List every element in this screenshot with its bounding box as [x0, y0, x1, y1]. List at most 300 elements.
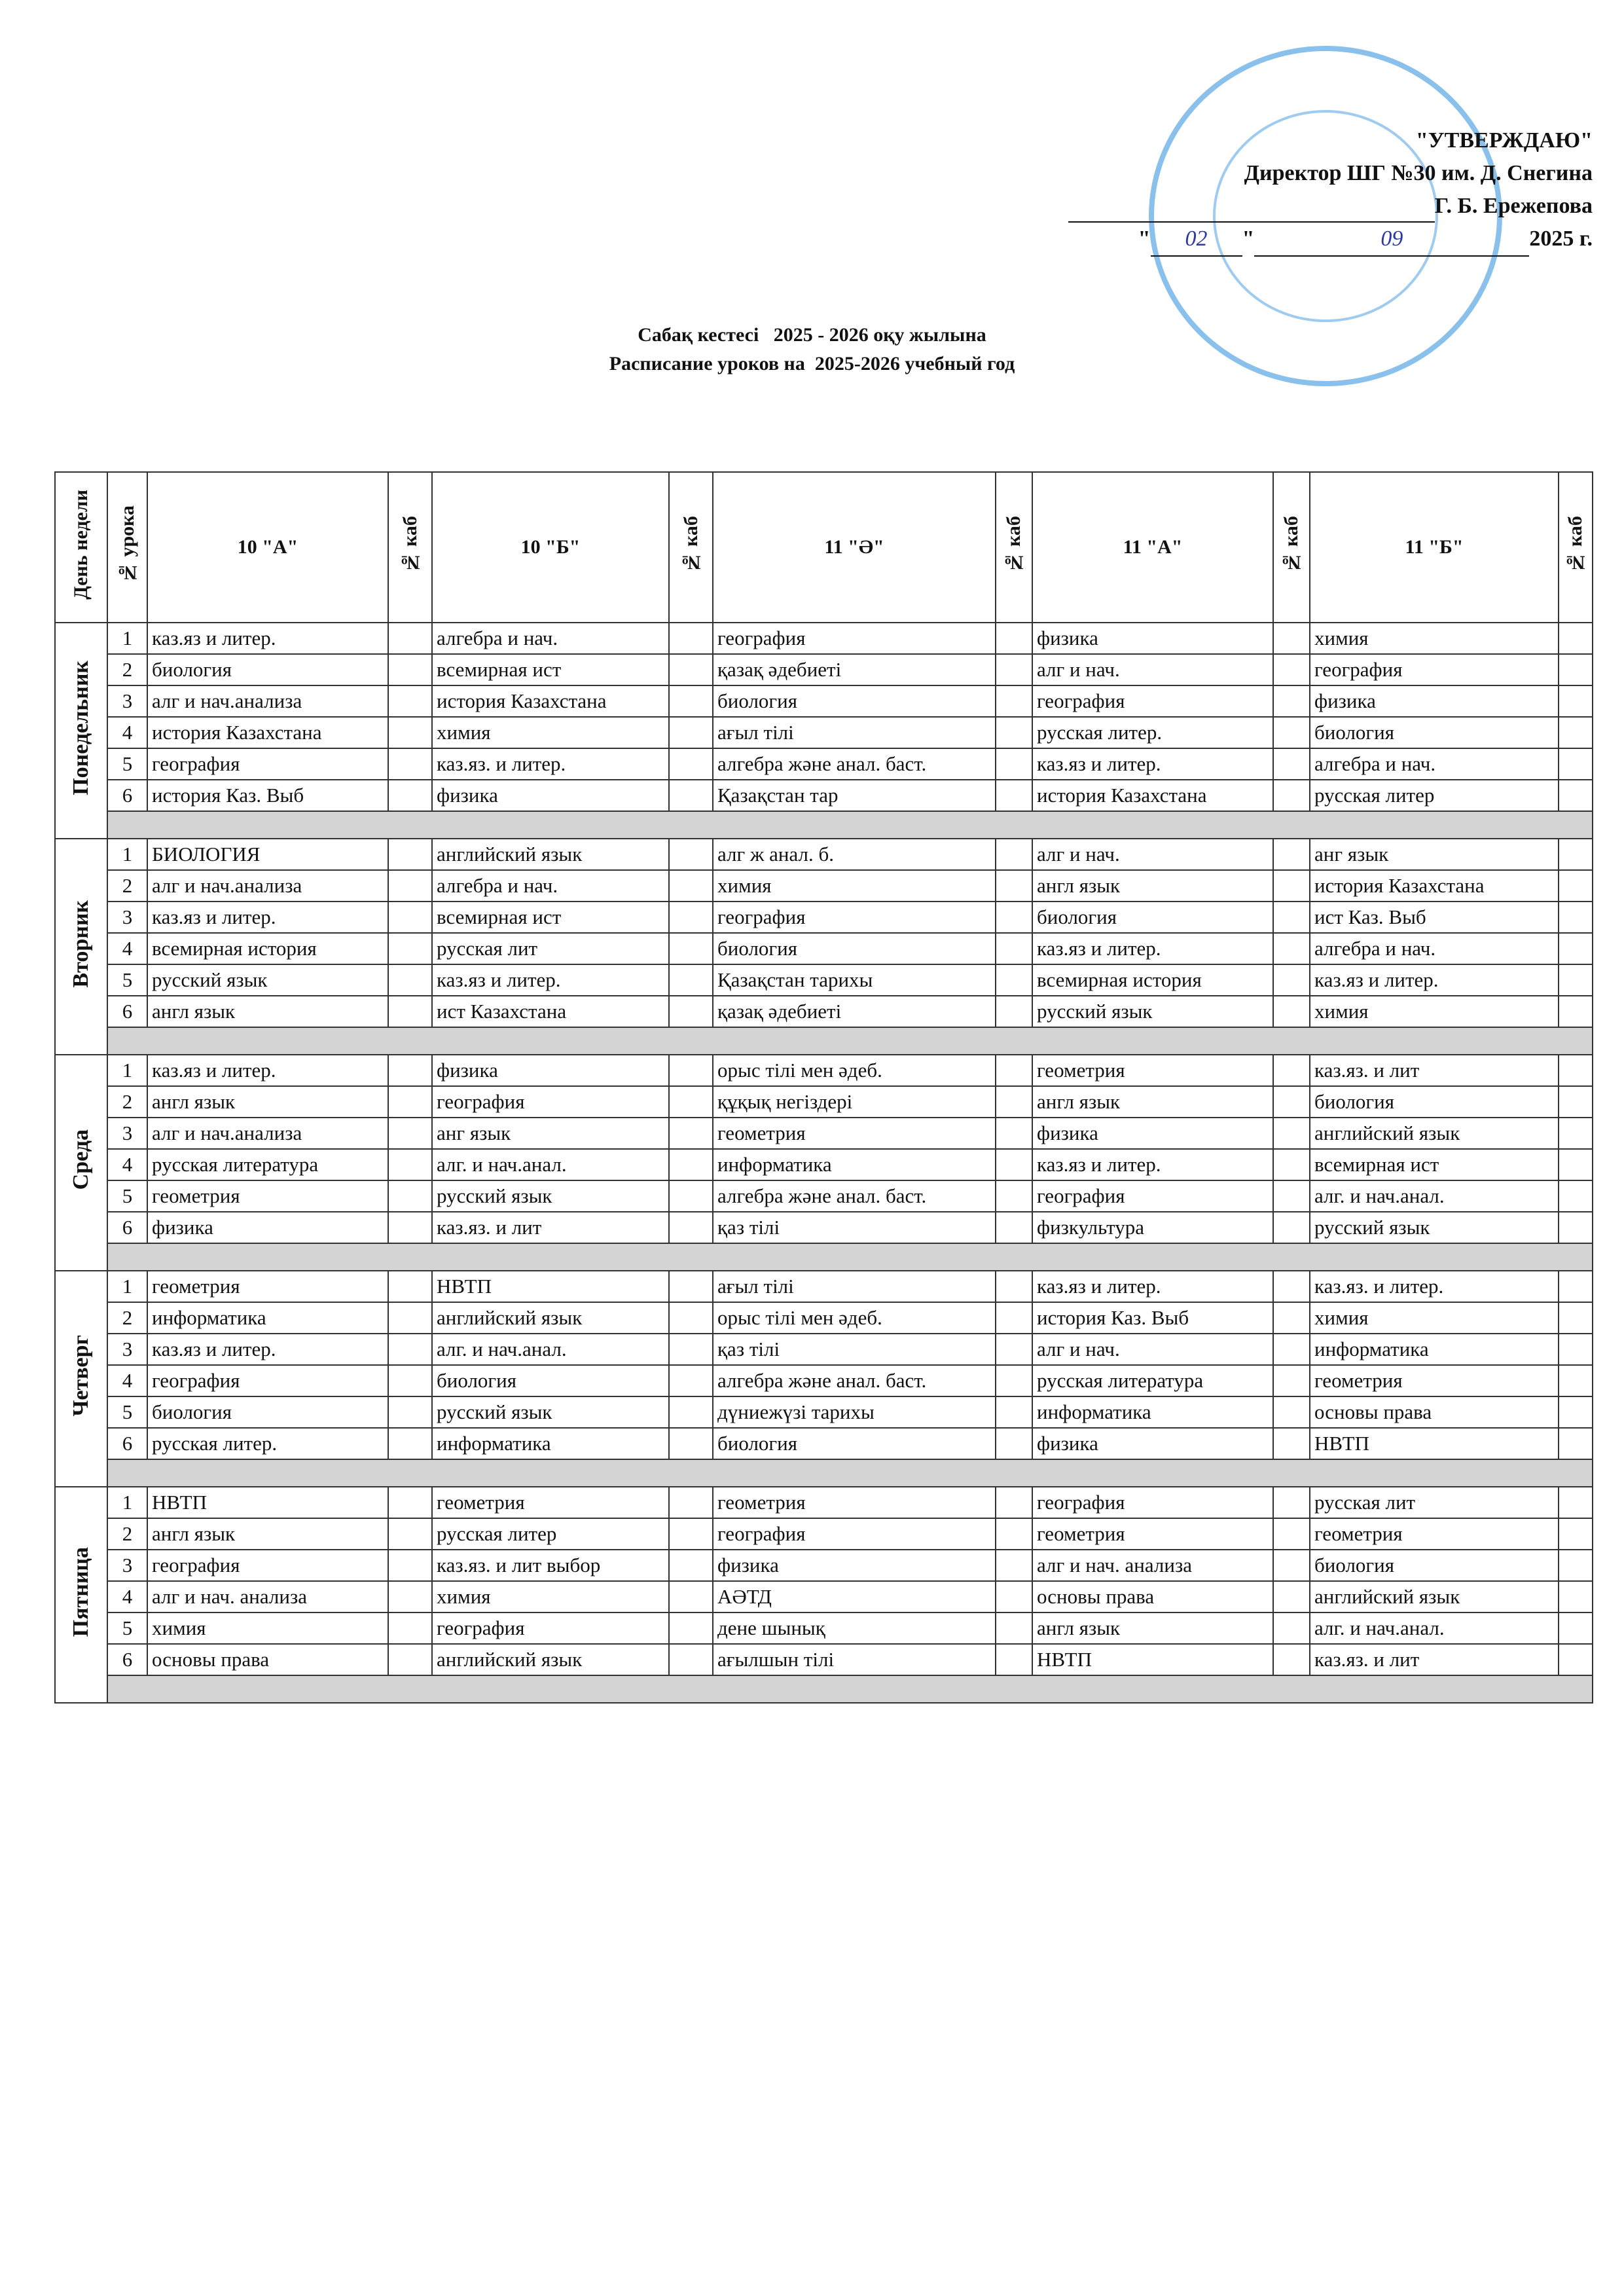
room-cell [669, 1644, 713, 1675]
room-cell [1273, 839, 1310, 870]
room-cell [1273, 1118, 1310, 1149]
header-room: № каб [996, 472, 1032, 623]
subject-cell: физика [1032, 1428, 1273, 1459]
room-cell [669, 1396, 713, 1428]
subject-cell: каз.яз. и лит выбор [432, 1550, 669, 1581]
room-cell [1559, 1518, 1593, 1550]
subject-cell: алг и нач.анализа [147, 870, 388, 902]
subject-cell: физика [432, 780, 669, 811]
subject-cell: биология [1310, 1086, 1559, 1118]
subject-cell: анг язык [1310, 839, 1559, 870]
room-cell [1559, 1428, 1593, 1459]
day-name: Пятница [55, 1487, 107, 1703]
subject-cell: биология [713, 685, 996, 717]
room-cell [669, 1613, 713, 1644]
day-name: Среда [55, 1055, 107, 1271]
header-class: 10 "Б" [432, 472, 669, 623]
lesson-row [55, 902, 1593, 933]
separator-cell [107, 1675, 1593, 1703]
room-cell [1559, 685, 1593, 717]
approval-block [1068, 124, 1593, 257]
subject-cell: дене шынық [713, 1613, 996, 1644]
header-lesson: № урока [107, 472, 147, 623]
lesson-number: 5 [107, 1613, 147, 1644]
room-cell [388, 1644, 432, 1675]
room-cell [996, 1180, 1032, 1212]
subject-cell: физика [713, 1550, 996, 1581]
subject-cell: физика [1032, 623, 1273, 654]
subject-cell: ист Каз. Выб [1310, 902, 1559, 933]
subject-cell: география [147, 748, 388, 780]
room-cell [1273, 902, 1310, 933]
room-cell [996, 685, 1032, 717]
room-cell [669, 748, 713, 780]
room-cell [1273, 623, 1310, 654]
subject-cell: биология [147, 654, 388, 685]
lesson-number: 2 [107, 1086, 147, 1118]
room-cell [1559, 1149, 1593, 1180]
subject-cell: английский язык [1310, 1118, 1559, 1149]
separator-cell [107, 1027, 1593, 1055]
room-cell [1273, 1644, 1310, 1675]
room-cell [1273, 1518, 1310, 1550]
subject-cell: география [147, 1365, 388, 1396]
subject-cell: химия [1310, 996, 1559, 1027]
subject-cell: всемирная история [1032, 964, 1273, 996]
subject-cell: геометрия [713, 1487, 996, 1518]
subject-cell: всемирная история [147, 933, 388, 964]
subject-cell: алгебра және анал. баст. [713, 1365, 996, 1396]
room-cell [1273, 1055, 1310, 1086]
day-separator [55, 1027, 1593, 1055]
subject-cell: русская литер [1310, 780, 1559, 811]
subject-cell: каз.яз и литер. [147, 1055, 388, 1086]
separator-cell [107, 1243, 1593, 1271]
lesson-number: 4 [107, 717, 147, 748]
date-day: 02 [1151, 223, 1242, 257]
subject-cell: русский язык [1310, 1212, 1559, 1243]
subject-cell: геометрия [147, 1180, 388, 1212]
room-cell [388, 1518, 432, 1550]
room-cell [1273, 1487, 1310, 1518]
room-cell [388, 1212, 432, 1243]
subject-cell: химия [1310, 623, 1559, 654]
document-titles [0, 321, 1624, 378]
lesson-row [55, 1086, 1593, 1118]
subject-cell: геометрия [147, 1271, 388, 1302]
room-cell [1273, 1581, 1310, 1613]
subject-cell: русская лит [1310, 1487, 1559, 1518]
lesson-number: 2 [107, 1302, 147, 1334]
lesson-row [55, 748, 1593, 780]
room-cell [669, 654, 713, 685]
lesson-number: 6 [107, 1428, 147, 1459]
day-separator [55, 1243, 1593, 1271]
room-cell [388, 1550, 432, 1581]
room-cell [1273, 870, 1310, 902]
room-cell [1273, 1334, 1310, 1365]
room-cell [996, 654, 1032, 685]
subject-cell: история Казахстана [1310, 870, 1559, 902]
subject-cell: НВТП [147, 1487, 388, 1518]
subject-cell: русский язык [1032, 996, 1273, 1027]
room-cell [669, 1086, 713, 1118]
room-cell [388, 685, 432, 717]
separator-cell [107, 1459, 1593, 1487]
lesson-row [55, 654, 1593, 685]
room-cell [1559, 1644, 1593, 1675]
room-cell [388, 870, 432, 902]
subject-cell: алг. и нач.анал. [432, 1149, 669, 1180]
room-cell [669, 964, 713, 996]
room-cell [1559, 1487, 1593, 1518]
room-cell [669, 1118, 713, 1149]
day-separator [55, 1675, 1593, 1703]
room-cell [388, 1149, 432, 1180]
subject-cell: қазақ әдебиеті [713, 654, 996, 685]
subject-cell: информатика [713, 1149, 996, 1180]
subject-cell: алг и нач.анализа [147, 685, 388, 717]
room-cell [669, 1212, 713, 1243]
day-separator [55, 811, 1593, 839]
room-cell [388, 964, 432, 996]
lesson-number: 2 [107, 654, 147, 685]
room-cell [1559, 1613, 1593, 1644]
subject-cell: основы права [1032, 1581, 1273, 1613]
lesson-number: 6 [107, 996, 147, 1027]
lesson-row [55, 717, 1593, 748]
subject-cell: ист Казахстана [432, 996, 669, 1027]
lesson-number: 1 [107, 623, 147, 654]
subject-cell: основы права [1310, 1396, 1559, 1428]
subject-cell: ағыл тілі [713, 1271, 996, 1302]
room-cell [1559, 964, 1593, 996]
room-cell [1273, 1212, 1310, 1243]
room-cell [1559, 1396, 1593, 1428]
subject-cell: анг язык [432, 1118, 669, 1149]
room-cell [669, 1334, 713, 1365]
header-class: 11 "А" [1032, 472, 1273, 623]
room-cell [996, 748, 1032, 780]
header-class: 11 "Б" [1310, 472, 1559, 623]
subject-cell: история Казахстана [147, 717, 388, 748]
subject-cell: БИОЛОГИЯ [147, 839, 388, 870]
subject-cell: химия [713, 870, 996, 902]
subject-cell: русская литер. [1032, 717, 1273, 748]
lesson-row [55, 1518, 1593, 1550]
room-cell [1559, 1212, 1593, 1243]
subject-cell: геометрия [432, 1487, 669, 1518]
lesson-row [55, 1644, 1593, 1675]
room-cell [388, 1396, 432, 1428]
subject-cell: информатика [1032, 1396, 1273, 1428]
subject-cell: геометрия [713, 1118, 996, 1149]
date-year: 2025 г. [1529, 227, 1593, 251]
lesson-row [55, 870, 1593, 902]
subject-cell: каз.яз и литер. [147, 902, 388, 933]
room-cell [996, 1613, 1032, 1644]
room-cell [388, 996, 432, 1027]
lesson-row [55, 933, 1593, 964]
room-cell [388, 780, 432, 811]
lesson-row [55, 1271, 1593, 1302]
subject-cell: НВТП [432, 1271, 669, 1302]
subject-cell: ағыл тілі [713, 717, 996, 748]
subject-cell: биология [1032, 902, 1273, 933]
lesson-row [55, 1334, 1593, 1365]
subject-cell: английский язык [1310, 1581, 1559, 1613]
room-cell [1273, 685, 1310, 717]
room-cell [669, 996, 713, 1027]
subject-cell: алг и нач. [1032, 1334, 1273, 1365]
room-cell [1273, 996, 1310, 1027]
subject-cell: алгебра и нач. [432, 623, 669, 654]
subject-cell: история Казахстана [1032, 780, 1273, 811]
subject-cell: каз.яз и литер. [147, 623, 388, 654]
room-cell [669, 1365, 713, 1396]
room-cell [996, 1271, 1032, 1302]
lesson-row [55, 996, 1593, 1027]
subject-cell: каз.яз и литер. [1032, 933, 1273, 964]
room-cell [669, 780, 713, 811]
room-cell [1273, 1271, 1310, 1302]
room-cell [669, 685, 713, 717]
room-cell [1273, 1613, 1310, 1644]
subject-cell: география [1032, 685, 1273, 717]
subject-cell: алг. и нач.анал. [432, 1334, 669, 1365]
subject-cell: орыс тілі мен әдеб. [713, 1055, 996, 1086]
lesson-row [55, 1302, 1593, 1334]
signature [1068, 202, 1435, 223]
lesson-number: 5 [107, 1396, 147, 1428]
lesson-row [55, 1396, 1593, 1428]
room-cell [996, 1334, 1032, 1365]
lesson-row [55, 1613, 1593, 1644]
subject-cell: каз.яз. и лит [1310, 1644, 1559, 1675]
header-class: 11 "Ә" [713, 472, 996, 623]
day-name: Понедельник [55, 623, 107, 839]
room-cell [996, 1581, 1032, 1613]
subject-cell: англ язык [147, 1086, 388, 1118]
subject-cell: алг. и нач.анал. [1310, 1180, 1559, 1212]
room-cell [388, 1271, 432, 1302]
room-cell [669, 1581, 713, 1613]
room-cell [1559, 1581, 1593, 1613]
room-cell [1273, 1086, 1310, 1118]
subject-cell: геометрия [1032, 1055, 1273, 1086]
subject-cell: англ язык [1032, 1086, 1273, 1118]
lesson-number: 3 [107, 1118, 147, 1149]
room-cell [1559, 839, 1593, 870]
subject-cell: русская литер [432, 1518, 669, 1550]
room-cell [996, 964, 1032, 996]
room-cell [996, 902, 1032, 933]
subject-cell: алг и нач. анализа [1032, 1550, 1273, 1581]
subject-cell: ағылшын тілі [713, 1644, 996, 1675]
lesson-row [55, 1212, 1593, 1243]
subject-cell: алгебра и нач. [1310, 748, 1559, 780]
schedule-table [54, 471, 1593, 1704]
subject-cell: қазақ әдебиеті [713, 996, 996, 1027]
room-cell [669, 1550, 713, 1581]
room-cell [1273, 1365, 1310, 1396]
room-cell [388, 1581, 432, 1613]
subject-cell: алгебра и нач. [1310, 933, 1559, 964]
subject-cell: алгебра және анал. баст. [713, 1180, 996, 1212]
header-class: 10 "А" [147, 472, 388, 623]
room-cell [1273, 1302, 1310, 1334]
subject-cell: каз.яз и литер. [1032, 1149, 1273, 1180]
subject-cell: география [1032, 1487, 1273, 1518]
lesson-row [55, 839, 1593, 870]
subject-cell: информатика [1310, 1334, 1559, 1365]
room-cell [388, 1428, 432, 1459]
day-name: Вторник [55, 839, 107, 1055]
header-room: № каб [669, 472, 713, 623]
lesson-number: 3 [107, 902, 147, 933]
subject-cell: АӘТД [713, 1581, 996, 1613]
header-row [55, 472, 1593, 623]
room-cell [996, 717, 1032, 748]
room-cell [388, 1118, 432, 1149]
room-cell [996, 1396, 1032, 1428]
lesson-row [55, 1118, 1593, 1149]
room-cell [388, 1487, 432, 1518]
subject-cell: английский язык [432, 1302, 669, 1334]
subject-cell: геометрия [1032, 1518, 1273, 1550]
subject-cell: русская литература [1032, 1365, 1273, 1396]
subject-cell: Қазақстан тарихы [713, 964, 996, 996]
room-cell [1559, 717, 1593, 748]
lesson-number: 1 [107, 839, 147, 870]
room-cell [1559, 780, 1593, 811]
lesson-row [55, 1365, 1593, 1396]
lesson-number: 5 [107, 964, 147, 996]
header-room: № каб [1273, 472, 1310, 623]
room-cell [388, 654, 432, 685]
room-cell [996, 623, 1032, 654]
room-cell [669, 717, 713, 748]
lesson-number: 2 [107, 1518, 147, 1550]
separator-cell [107, 811, 1593, 839]
room-cell [388, 1365, 432, 1396]
room-cell [1559, 933, 1593, 964]
subject-cell: география [1032, 1180, 1273, 1212]
subject-cell: каз.яз и литер. [1032, 748, 1273, 780]
subject-cell: каз.яз и литер. [147, 1334, 388, 1365]
room-cell [1559, 1302, 1593, 1334]
lesson-number: 6 [107, 780, 147, 811]
subject-cell: география [432, 1086, 669, 1118]
room-cell [669, 839, 713, 870]
room-cell [1559, 623, 1593, 654]
room-cell [388, 839, 432, 870]
room-cell [1559, 996, 1593, 1027]
approval-signature-line [1068, 190, 1593, 223]
room-cell [669, 623, 713, 654]
subject-cell: құқық негіздері [713, 1086, 996, 1118]
lesson-number: 6 [107, 1644, 147, 1675]
subject-cell: НВТП [1032, 1644, 1273, 1675]
room-cell [388, 1086, 432, 1118]
subject-cell: алг. и нач.анал. [1310, 1613, 1559, 1644]
room-cell [996, 1086, 1032, 1118]
subject-cell: Қазақстан тар [713, 780, 996, 811]
room-cell [669, 1271, 713, 1302]
subject-cell: русская литер. [147, 1428, 388, 1459]
subject-cell: алгебра и нач. [432, 870, 669, 902]
room-cell [388, 1302, 432, 1334]
subject-cell: биология [1310, 1550, 1559, 1581]
subject-cell: всемирная ист [432, 902, 669, 933]
room-cell [669, 902, 713, 933]
room-cell [1273, 654, 1310, 685]
lesson-number: 3 [107, 685, 147, 717]
room-cell [996, 1149, 1032, 1180]
subject-cell: англ язык [147, 1518, 388, 1550]
subject-cell: алгебра және анал. баст. [713, 748, 996, 780]
subject-cell: география [713, 1518, 996, 1550]
room-cell [1559, 1334, 1593, 1365]
room-cell [1273, 1180, 1310, 1212]
subject-cell: англ язык [1032, 870, 1273, 902]
room-cell [1273, 717, 1310, 748]
room-cell [1559, 654, 1593, 685]
room-cell [388, 1180, 432, 1212]
room-cell [996, 870, 1032, 902]
header-day: День недели [55, 472, 107, 623]
subject-cell: англ язык [1032, 1613, 1273, 1644]
subject-cell: всемирная ист [432, 654, 669, 685]
lesson-row [55, 685, 1593, 717]
lesson-number: 4 [107, 1149, 147, 1180]
lesson-number: 6 [107, 1212, 147, 1243]
subject-cell: русский язык [147, 964, 388, 996]
room-cell [996, 933, 1032, 964]
title-kz: Сабақ кестесі 2025 - 2026 оқу жылына [638, 324, 986, 346]
room-cell [1559, 1118, 1593, 1149]
subject-cell: физика [1032, 1118, 1273, 1149]
subject-cell: каз.яз. и литер. [432, 748, 669, 780]
room-cell [388, 1055, 432, 1086]
room-cell [1273, 964, 1310, 996]
subject-cell: всемирная ист [1310, 1149, 1559, 1180]
subject-cell: английский язык [432, 839, 669, 870]
room-cell [1559, 870, 1593, 902]
subject-cell: каз.яз и литер. [1032, 1271, 1273, 1302]
subject-cell: геометрия [1310, 1518, 1559, 1550]
lesson-row [55, 1428, 1593, 1459]
subject-cell: информатика [147, 1302, 388, 1334]
room-cell [669, 1302, 713, 1334]
room-cell [388, 717, 432, 748]
room-cell [1559, 902, 1593, 933]
room-cell [1273, 748, 1310, 780]
room-cell [388, 623, 432, 654]
subject-cell: русская лит [432, 933, 669, 964]
subject-cell: физика [147, 1212, 388, 1243]
subject-cell: русская литература [147, 1149, 388, 1180]
subject-cell: химия [432, 717, 669, 748]
subject-cell: каз.яз. и лит [432, 1212, 669, 1243]
room-cell [996, 1365, 1032, 1396]
subject-cell: биология [713, 933, 996, 964]
subject-cell: англ язык [147, 996, 388, 1027]
room-cell [669, 1487, 713, 1518]
subject-cell: алг ж анал. б. [713, 839, 996, 870]
subject-cell: алг и нач.анализа [147, 1118, 388, 1149]
lesson-row [55, 1550, 1593, 1581]
